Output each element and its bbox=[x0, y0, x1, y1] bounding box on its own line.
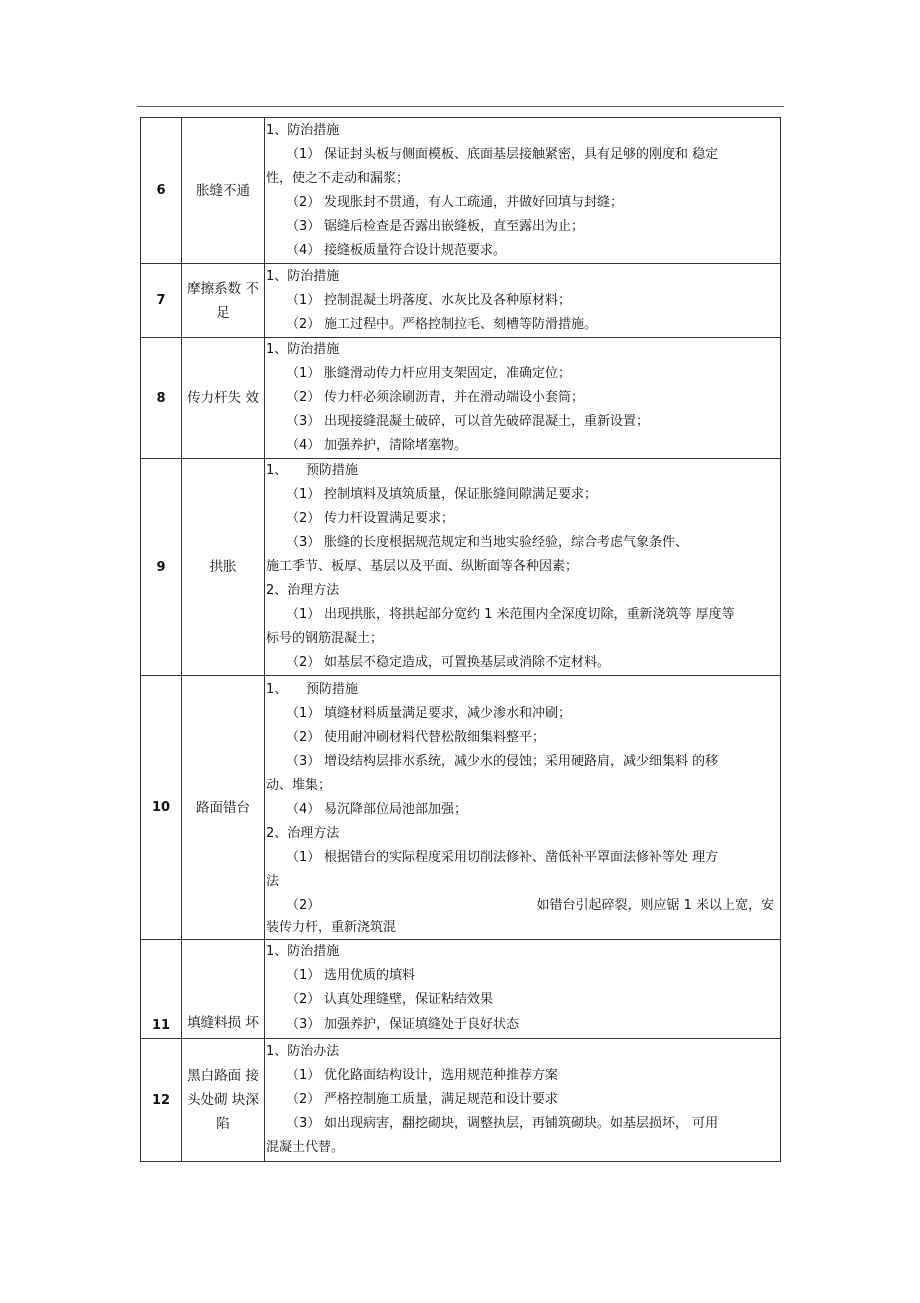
section-heading: 2、治理方法 bbox=[266, 583, 340, 598]
item-marker: （4） bbox=[286, 438, 321, 453]
item-text: 保证封头板与侧面模板、底面基层接触紧密，具有足够的刚度和 稳定 bbox=[324, 146, 719, 162]
item-text: 使用耐冲刷材料代替松散细集料整平； bbox=[324, 729, 546, 745]
section-heading: 1、防治办法 bbox=[266, 1044, 340, 1059]
item-text: 填缝材料质量满足要求，减少渗水和冲刷； bbox=[324, 705, 572, 721]
measure-item bbox=[266, 507, 774, 531]
table-row bbox=[141, 338, 781, 459]
measure-item bbox=[266, 798, 774, 822]
item-marker: （2） bbox=[286, 897, 321, 913]
item-marker: （3） bbox=[286, 218, 321, 234]
table-row bbox=[141, 264, 781, 338]
measure-item bbox=[266, 988, 774, 1012]
defect-name: 传力杆失 效 bbox=[182, 338, 265, 459]
measure-item bbox=[266, 1112, 774, 1136]
item-marker: （2） bbox=[286, 511, 321, 526]
item-marker: （1） bbox=[286, 1068, 321, 1083]
item-text: 根据错台的实际程度采用切削法修补、凿低补平罩面法修补等处 理方 bbox=[324, 849, 719, 865]
measure-item bbox=[266, 750, 774, 774]
section-title: 预防措施 bbox=[306, 681, 359, 697]
item-text: 如错台引起碎裂，则应锯 1 米以上宽，安 bbox=[536, 897, 774, 913]
item-text: 严格控制施工质量，满足规范和设计要求 bbox=[324, 1092, 559, 1107]
item-marker: （4） bbox=[286, 801, 321, 817]
measure-item bbox=[266, 531, 774, 555]
item-marker: （3） bbox=[286, 414, 321, 429]
table-row bbox=[141, 1039, 781, 1162]
measure-item bbox=[266, 143, 774, 167]
measure-item bbox=[266, 894, 774, 918]
measure-item bbox=[266, 313, 774, 337]
item-text: 施工过程中。严格控制拉毛、刻槽等防滑措施。 bbox=[324, 316, 598, 332]
table-row bbox=[141, 676, 781, 940]
measure-item bbox=[266, 239, 774, 263]
section-number: 1、 bbox=[266, 681, 288, 697]
table-row bbox=[141, 459, 781, 676]
measures-cell bbox=[265, 459, 781, 676]
section-heading: 2、治理方法 bbox=[266, 825, 340, 841]
item-text: 认真处理缝壁，保证粘结效果 bbox=[324, 992, 494, 1007]
item-continuation: 性，使之不走动和漏浆； bbox=[266, 170, 410, 186]
item-text: 控制填料及填筑质量，保证胀缝间隙满足要求； bbox=[324, 487, 598, 502]
measure-item bbox=[266, 726, 774, 750]
row-number: 11 bbox=[141, 940, 182, 1039]
row-number: 10 bbox=[141, 676, 182, 940]
item-marker: （3） bbox=[286, 1017, 321, 1032]
measure-item bbox=[266, 1088, 774, 1112]
measure-item bbox=[266, 483, 774, 507]
item-marker: （1） bbox=[286, 487, 321, 502]
measure-item bbox=[266, 289, 774, 313]
item-continuation: 标号的钢筋混凝土； bbox=[266, 631, 384, 646]
defect-name: 路面错台 bbox=[182, 676, 265, 940]
item-marker: （1） bbox=[286, 849, 321, 865]
item-text: 加强养护，清除堵塞物。 bbox=[324, 438, 468, 453]
defect-name: 填缝料损 坏 bbox=[182, 940, 265, 1039]
item-text: 传力杆设置满足要求； bbox=[324, 511, 455, 526]
measure-item bbox=[266, 702, 774, 726]
item-text: 传力杆必须涂刷沥青，并在滑动端设小套筒； bbox=[324, 390, 585, 405]
table-row bbox=[141, 940, 781, 1039]
section-heading: 1、防治措施 bbox=[266, 342, 340, 357]
measure-item bbox=[266, 846, 774, 870]
item-text: 锯缝后检查是否露出嵌缝板，直至露出为止； bbox=[324, 218, 585, 234]
item-text: 优化路面结构设计，选用规范种推荐方案 bbox=[324, 1068, 559, 1083]
table-row bbox=[141, 118, 781, 264]
section-number: 1、 bbox=[266, 463, 288, 478]
item-text: 选用优质的填料 bbox=[324, 968, 416, 983]
measure-item bbox=[266, 1064, 774, 1088]
item-continuation: 动、堆集； bbox=[266, 777, 332, 793]
section-title: 预防措施 bbox=[306, 463, 359, 478]
item-text: 胀缝滑动传力杆应用支架固定，准确定位； bbox=[324, 366, 572, 381]
item-marker: （2） bbox=[286, 729, 321, 745]
item-marker: （1） bbox=[286, 705, 321, 721]
measure-item bbox=[266, 410, 774, 434]
row-number: 9 bbox=[141, 459, 182, 676]
item-continuation: 混凝土代替。 bbox=[266, 1140, 345, 1155]
header-rule bbox=[137, 106, 784, 107]
measures-cell bbox=[265, 1039, 781, 1162]
measure-item bbox=[266, 386, 774, 410]
item-marker: （1） bbox=[286, 607, 321, 622]
item-marker: （1） bbox=[286, 968, 321, 983]
item-text: 出现接缝混凝土破碎，可以首先破碎混凝土，重新设置； bbox=[324, 414, 650, 429]
item-marker: （1） bbox=[286, 366, 321, 381]
defect-name: 胀缝不通 bbox=[182, 118, 265, 264]
item-marker: （4） bbox=[286, 242, 321, 258]
item-marker: （2） bbox=[286, 316, 321, 332]
measure-item bbox=[266, 434, 774, 458]
measures-cell bbox=[265, 338, 781, 459]
item-marker: （3） bbox=[286, 753, 321, 769]
section-heading: 1、防治措施 bbox=[266, 944, 340, 959]
measure-item bbox=[266, 191, 774, 215]
defect-measures-table bbox=[140, 117, 781, 1162]
defect-name: 摩擦系数 不足 bbox=[182, 264, 265, 338]
item-text: 出现拱胀，将拱起部分宽约 1 米范围内全深度切除，重新浇筑等 厚度等 bbox=[324, 607, 735, 622]
row-number: 8 bbox=[141, 338, 182, 459]
measures-cell bbox=[265, 940, 781, 1039]
measure-item bbox=[266, 1012, 774, 1038]
item-marker: （2） bbox=[286, 1092, 321, 1107]
item-marker: （2） bbox=[286, 390, 321, 405]
section-heading: 1、防治措施 bbox=[266, 268, 340, 284]
measure-item bbox=[266, 651, 774, 675]
defect-name: 黑白路面 接头处砌 块深陷 bbox=[182, 1039, 265, 1162]
section-heading: 1、防治措施 bbox=[266, 122, 340, 138]
item-text: 控制混凝土坍落度、水灰比及各种原材料； bbox=[324, 292, 572, 308]
measure-item bbox=[266, 362, 774, 386]
item-continuation: 法 bbox=[266, 873, 280, 889]
item-marker: （3） bbox=[286, 535, 321, 550]
item-text: 如基层不稳定造成，可置换基层或消除不定材料。 bbox=[324, 655, 611, 670]
row-number: 7 bbox=[141, 264, 182, 338]
item-continuation: 施工季节、板厚、基层以及平面、纵断面等各种因素； bbox=[266, 559, 579, 574]
section-heading bbox=[266, 678, 774, 702]
measure-item bbox=[266, 603, 774, 627]
measures-cell bbox=[265, 676, 781, 940]
measures-cell bbox=[265, 264, 781, 338]
item-text: 接缝板质量符合设计规范要求。 bbox=[324, 242, 507, 258]
item-marker: （2） bbox=[286, 655, 321, 670]
item-marker: （2） bbox=[286, 992, 321, 1007]
item-marker: （1） bbox=[286, 146, 321, 162]
measure-item bbox=[266, 215, 774, 239]
item-text: 加强养护，保证填缝处于良好状态 bbox=[324, 1017, 520, 1032]
item-marker: （2） bbox=[286, 194, 321, 210]
item-marker: （3） bbox=[286, 1116, 321, 1131]
row-number: 12 bbox=[141, 1039, 182, 1162]
defect-name: 拱胀 bbox=[182, 459, 265, 676]
item-marker: （1） bbox=[286, 292, 321, 308]
row-number: 6 bbox=[141, 118, 182, 264]
section-heading bbox=[266, 459, 774, 483]
item-text: 增设结构层排水系统，减少水的侵蚀；采用硬路肩，减少细集料 的移 bbox=[324, 753, 719, 769]
measures-cell bbox=[265, 118, 781, 264]
item-text: 如出现病害，翻挖砌块，调整执层，再铺筑砌块。如基层损坏， 可用 bbox=[324, 1116, 719, 1131]
item-continuation: 装传力杆，重新浇筑混 bbox=[266, 919, 397, 935]
item-text: 发现胀封不贯通，有人工疏通，并做好回填与封缝； bbox=[324, 194, 624, 210]
measure-item bbox=[266, 964, 774, 988]
item-text: 易沉降部位局池部加强； bbox=[324, 801, 468, 817]
item-text: 胀缝的长度根据规范规定和当地实验经验，综合考虑气象条件、 bbox=[324, 535, 689, 550]
